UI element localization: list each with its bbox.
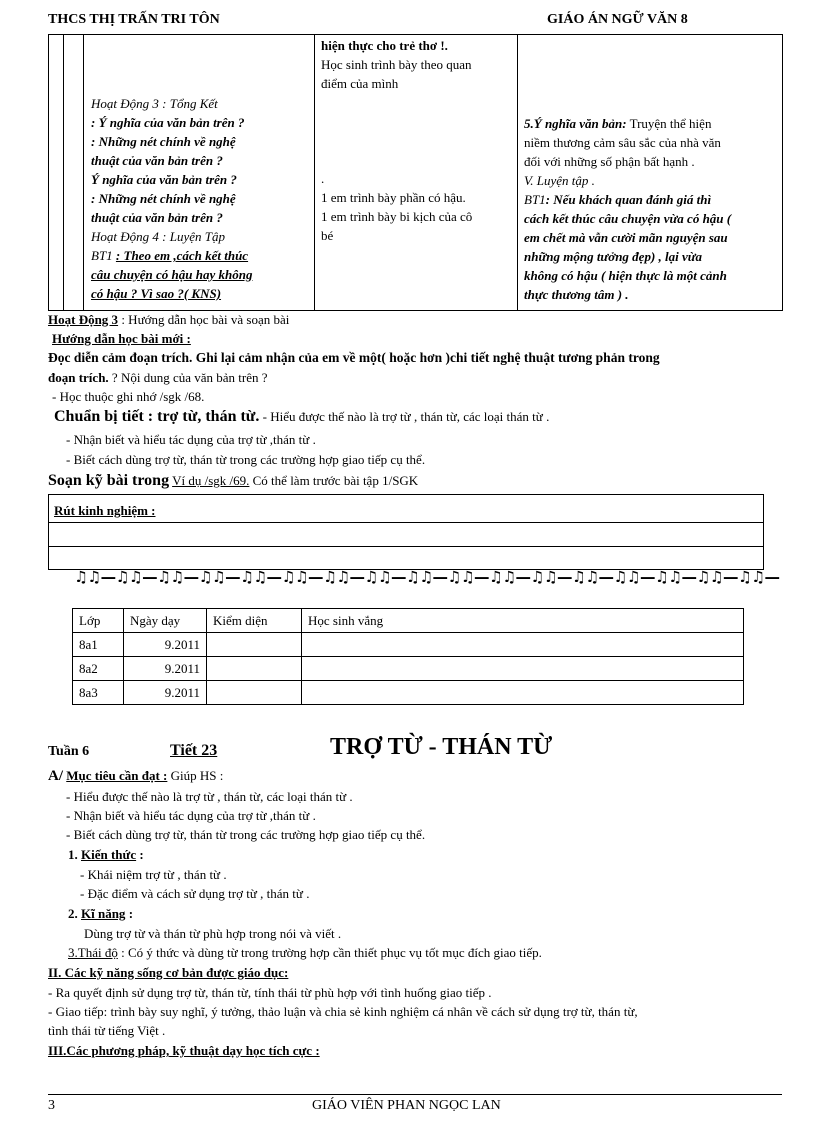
- life-skill-line: - Ra quyết định sử dụng trợ từ, thán từ, tính thái từ phù hợp với tình huống giao tiếp .: [48, 985, 492, 1000]
- table-row: 8a1 9.2011: [73, 633, 744, 657]
- objective-line: - Nhận biết và hiểu tác dụng của trợ từ ,thán từ .: [66, 808, 316, 823]
- knowledge-line: - Đặc điểm và cách sử dụng trợ từ , thán từ .: [80, 886, 310, 901]
- knowledge-line: - Khái niệm trợ từ , thán từ .: [80, 867, 227, 882]
- study-examples: Soạn kỹ bài trong Ví dụ /sgk /69. Có thể làm trước bài tập 1/SGK: [48, 472, 419, 489]
- objective-line: - Biết cách dùng trợ từ, thán từ trong các trường hợp giao tiếp cụ thể.: [66, 827, 426, 842]
- school-name: THCS THỊ TRẤN TRI TÔN: [48, 12, 220, 27]
- prepare-line: - Biết cách dùng trợ từ, thán từ trong các trường hợp giao tiếp cụ thể.: [66, 452, 426, 467]
- week-label: Tuần 6: [48, 744, 90, 759]
- experience-label: Rút kinh nghiệm :: [54, 503, 156, 518]
- activity-column: Hoạt Động 3 : Tổng Kết : Ý nghĩa của văn bản trên ? : Những nét chính về nghệ thuật của văn bản trên ? Ý nghĩa của văn bản trên ? : Những nét chính về nghệ thuật của văn bản trên ? Hoạt Động 4 : Luyện Tập BT1 : Theo em ,cách kết thúc câu chuyện có hậu hay không có hậu ? Vì sao ?( KNS): [91, 94, 311, 303]
- table-row: 8a2 9.2011: [73, 657, 744, 681]
- table-row: 8a3 9.2011: [73, 681, 744, 705]
- methods-heading: III.Các phương pháp, kỹ thuật dạy học tích cực :: [48, 1043, 320, 1058]
- page-number: 3: [48, 1098, 55, 1113]
- reading-instruction: Đọc diễn cảm đoạn trích. Ghi lại cảm nhận của em về một( hoặc hơn )chi tiết nghệ thuật tương phản trong: [48, 350, 660, 365]
- life-skill-line: tình thái từ tiếng Việt .: [48, 1023, 166, 1038]
- student-column: hiện thực cho trẻ thơ !. Học sinh trình bày theo quan điểm của mình . 1 em trình bày phần có hậu. 1 em trình bày bi kịch của cô bé: [321, 38, 473, 243]
- skills-line: Dùng trợ từ và thán từ phù hợp trong nói và viết .: [84, 926, 342, 941]
- objectives-heading: A/ Mục tiêu cần đạt : Giúp HS :: [48, 768, 224, 784]
- activity-3-heading: Hoạt Động 3 : Tổng Kết: [91, 96, 218, 111]
- music-note-divider: ♫♫—♫♫—♫♫—♫♫—♫♫—♫♫—♫♫—♫♫—♫♫—♫♫—♫♫—♫♫—♫♫—♫♫—♫♫—♫♫—♫♫—: [74, 568, 780, 586]
- lesson-title: TRỢ TỪ - THÁN TỪ: [330, 734, 553, 760]
- new-lesson-heading: Hướng dẫn học bài mới :: [52, 331, 191, 346]
- objective-line: - Hiểu được thế nào là trợ từ , thán từ, các loại thán từ .: [66, 789, 353, 804]
- subject-title: GIÁO ÁN NGỮ VĂN 8: [547, 12, 688, 27]
- header-rule: [48, 34, 782, 35]
- content-column: 5.Ý nghĩa văn bản: Truyện thể hiện niềm thương cảm sâu sắc của nhà văn đối với những số phận bất hạnh . V. Luyện tập . BT1: Nếu khách quan đánh giá thì cách kết thúc câu chuyện vừa có hậu ( em chết mà vẫn cười mãn nguyện sau những mộng tưởng đẹp) , lại vừa không có hậu ( hiện thực là một cảnh thực thương tâm ) .: [524, 116, 732, 302]
- attendance-table: [72, 608, 744, 705]
- life-skills-heading: II. Các kỹ năng sống cơ bản được giáo dục:: [48, 965, 289, 980]
- attitude-line: 3.Thái độ : Có ý thức và dùng từ trong trường hợp cần thiết phục vụ tốt mục đích giao tiếp.: [68, 945, 542, 960]
- period-label: Tiết 23: [170, 742, 218, 759]
- life-skill-line: - Giao tiếp: trình bày suy nghĩ, ý tưởng, thảo luận và chia sẻ kinh nghiệm cá nhân về cách sử dụng trợ từ, thán từ,: [48, 1004, 638, 1019]
- activity-3-homework: Hoạt Động 3 : Hướng dẫn học bài và soạn bài: [48, 312, 290, 327]
- knowledge-heading: 1. Kiến thức :: [68, 847, 144, 862]
- activity-4-heading: Hoạt Động 4 : Luyện Tập: [91, 229, 225, 244]
- teacher-name: GIÁO VIÊN PHAN NGỌC LAN: [312, 1098, 501, 1113]
- skills-heading: 2. Kĩ năng :: [68, 906, 134, 921]
- prepare-line: - Nhận biết và hiểu tác dụng của trợ từ ,thán từ .: [66, 432, 316, 447]
- memorize-note: - Học thuộc ghi nhớ /sgk /68.: [52, 389, 205, 404]
- prepare-lesson: Chuẩn bị tiết : trợ từ, thán từ. - Hiểu được thế nào là trợ từ , thán từ, các loại thán từ .: [54, 408, 550, 425]
- footer-rule: [48, 1094, 782, 1095]
- reading-instruction-2: đoạn trích. ? Nội dung của văn bản trên ?: [48, 370, 268, 385]
- table-header-row: Lớp Ngày dạy Kiểm diện Học sinh vắng: [73, 609, 744, 633]
